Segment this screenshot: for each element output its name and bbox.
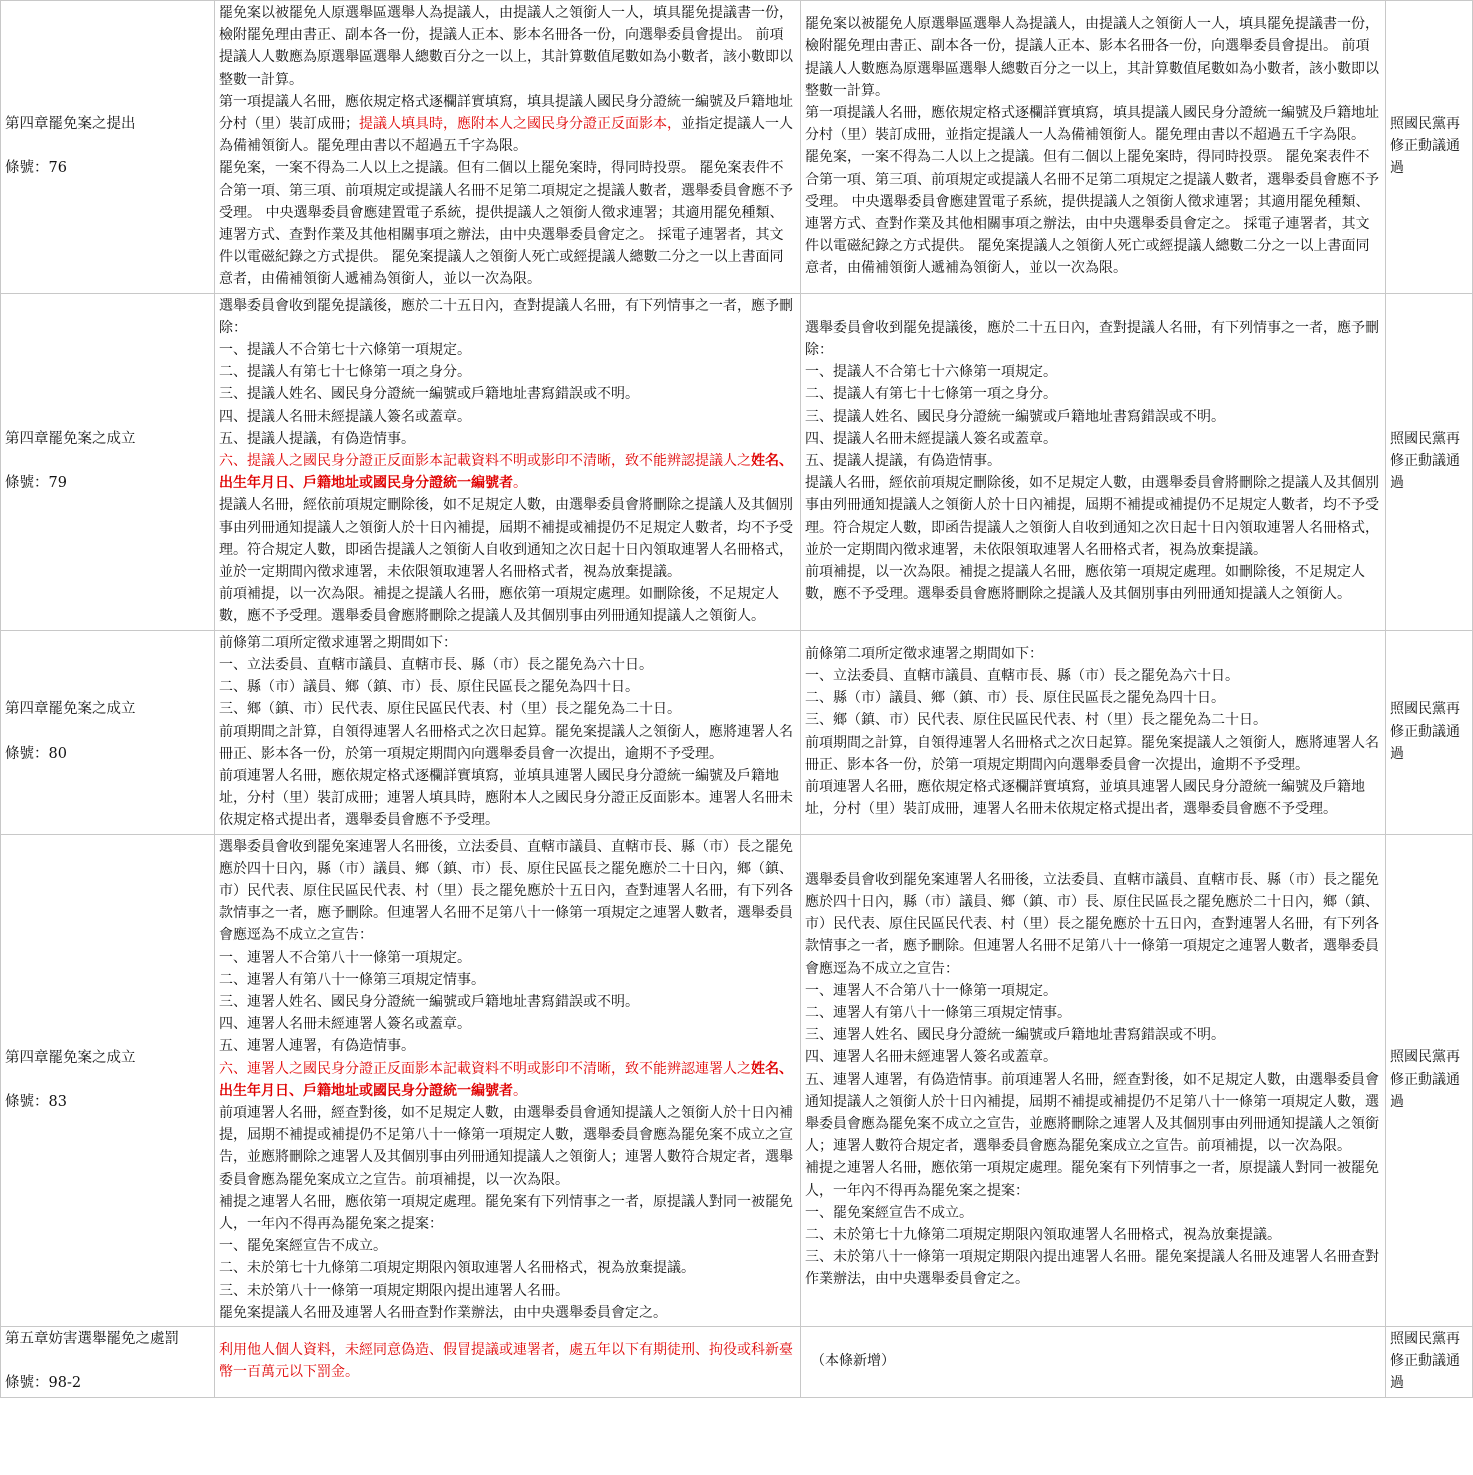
- amended-paragraph: [219, 361, 796, 383]
- current-text-cell: [801, 1326, 1386, 1397]
- amended-paragraph: [219, 157, 796, 290]
- article-row: [1, 834, 1473, 1326]
- article-cell: [1, 1, 215, 294]
- amended-paragraph: [219, 1102, 796, 1191]
- current-text-cell: [801, 1, 1386, 294]
- paragraph-text: 前項期間之計算，自領得連署人名冊格式之次日起算。罷免案提議人之領銜人，應將連署人名冊正、影本各一份，於第一項規定期間內向選舉委員會一次提出，逾期不予受理。: [219, 723, 793, 762]
- paragraph-text: 罷免案提議人名冊及連署人名冊查對作業辦法，由中央選舉委員會定之。: [219, 1304, 667, 1321]
- amended-paragraph: [219, 1302, 796, 1324]
- article-row: [1, 1326, 1473, 1397]
- paragraph-text: 選舉委員會收到罷免案連署人名冊後，立法委員、直轄市議員、直轄市長、縣（市）長之罷免應於四十日內，縣（市）議員、鄉（鎮、市）長、原住民區長之罷免應於二十日內，鄉（鎮、市）民代表、原住民區民代表、村（里）長之罷免應於十五日內，查對連署人名冊，有下列各款情事之一者，應予刪除。但連署人名冊不足第八十一條第一項規定之連署人數者，選舉委員會應逕為不成立之宣告：: [219, 838, 793, 944]
- current-paragraph: 二、連署人有第八十一條第三項規定情事。: [805, 1005, 1071, 1022]
- chapter-title: 第五章妨害選舉罷免之處罰: [5, 1331, 179, 1348]
- current-paragraph: 三、提議人姓名、國民身分證統一編號或戶籍地址書寫錯誤或不明。: [805, 408, 1225, 425]
- paragraph-text: 提議人名冊，經依前項規定刪除後，如不足規定人數，由選舉委員會將刪除之提議人及其個別事由列冊通知提議人之領銜人於十日內補提，屆期不補提或補提仍不足規定人數者，均不予受理。符合規定人數，即函告提議人之領銜人自收到通知之次日起十日內領取連署人名冊格式，並於一定期間內徵求連署，未依限領取連署人名冊格式者，視為放棄提議。: [219, 497, 793, 581]
- paragraph-text: 五、提議人提議，有偽造情事。: [219, 430, 415, 447]
- article-row: [1, 293, 1473, 630]
- amended-paragraph: [219, 383, 796, 405]
- paragraph-text: 四、提議人名冊未經提議人簽名或蓋章。: [219, 408, 471, 425]
- current-paragraph: 四、連署人名冊未經連署人簽名或蓋章。: [805, 1049, 1057, 1066]
- highlighted-text: 六、提議人之國民身分證正反面影本記載資料不明或影印不清晰，致不能辨認提議人之: [219, 453, 751, 470]
- current-paragraph: （本條新增）: [811, 1353, 895, 1370]
- amended-paragraph: [219, 406, 796, 428]
- amended-paragraph: [219, 1013, 796, 1035]
- paragraph-text: 一、提議人不合第七十六條第一項規定。: [219, 342, 471, 359]
- current-paragraph: 一、罷免案經宣告不成立。: [805, 1204, 973, 1221]
- current-paragraph: 前項期間之計算，自領得連署人名冊格式之次日起算。罷免案提議人之領銜人，應將連署人名冊正、影本各一份，於第一項規定期間內向選舉委員會一次提出，逾期不予受理。: [805, 734, 1379, 773]
- resolution-note: 照國民黨再修正動議通過: [1386, 834, 1473, 1326]
- paragraph-text: 前條第二項所定徵求連署之期間如下：: [219, 634, 457, 651]
- paragraph-text: 三、提議人姓名、國民身分證統一編號或戶籍地址書寫錯誤或不明。: [219, 386, 639, 403]
- paragraph-text: 前項連署人名冊，應依規定格式逐欄詳實填寫，並填具連署人國民身分證統一編號及戶籍地址，分村（里）裝訂成冊；連署人填具時，應附本人之國民身分證正反面影本。連署人名冊未依規定格式提出者，選舉委員會應不予受理。: [219, 767, 793, 829]
- current-paragraph: 五、連署人連署，有偽造情事。前項連署人名冊，經查對後，如不足規定人數，由選舉委員會通知提議人之領銜人於十日內補提，屆期不補提或補提仍不足第八十一條第一項規定人數，選舉委員會應為罷免案不成立之宣告，並應將刪除之連署人及其個別事由列冊通知提議人之領銜人；連署人數符合規定者，選舉委員會應為罷免案成立之宣告。前項補提，以一次為限。: [805, 1071, 1379, 1155]
- resolution-note: 照國民黨再修正動議通過: [1386, 630, 1473, 834]
- amended-text-cell: [215, 1, 801, 294]
- amended-paragraph: [219, 969, 796, 991]
- amended-paragraph: [219, 1191, 796, 1235]
- current-paragraph: 選舉委員會收到罷免提議後，應於二十五日內，查對提議人名冊，有下列情事之一者，應予刪除：: [805, 319, 1379, 359]
- current-paragraph: 提議人名冊，經依前項規定刪除後，如不足規定人數，由選舉委員會將刪除之提議人及其個別事由列冊通知提議人之領銜人於十日內補提，屆期不補提或補提仍不足規定人數者，均不予受理。符合規定人數，即函告提議人之領銜人自收到通知之次日起十日內領取連署人名冊格式，並於一定期間內徵求連署，未依限領取連署人名冊格式者，視為放棄提議。: [805, 475, 1379, 558]
- amended-paragraph: [219, 1257, 796, 1279]
- paragraph-text: 第一項提議人名冊，應依規定格式逐欄詳實填寫，填具提議人國民身分證統一編號及戶籍地址分村（里）裝訂成冊；: [219, 93, 793, 133]
- current-paragraph: 前條第二項所定徵求連署之期間如下：: [805, 645, 1043, 662]
- amended-paragraph: [219, 947, 796, 969]
- table-body: [1, 1, 1473, 1398]
- highlighted-text: 姓名、出生年月日、戶籍地址或國民身分證統一編號者: [219, 1060, 793, 1099]
- current-paragraph: 三、未於第八十一條第一項規定期限內提出連署人名冊。罷免案提議人名冊及連署人名冊查對作業辦法，由中央選舉委員會定之。: [805, 1249, 1379, 1288]
- amended-paragraph: [219, 654, 796, 676]
- current-paragraph: 前項連署人名冊，應依規定格式逐欄詳實填寫，並填具連署人國民身分證統一編號及戶籍地址，分村（里）裝訂成冊，連署人名冊未依規定格式提出者，選舉委員會應不予受理。: [805, 779, 1365, 818]
- amended-paragraph: [219, 1339, 796, 1383]
- current-paragraph: 罷免案，一案不得為二人以上之提議。但有二個以上罷免案時，得同時投票。 罷免案表件不合第一項、第三項、前項規定或提議人名冊不足第二項規定之提議人數者，選舉委員會應不予受理。 中央選舉委員會應建置電子系統，提供提議人之領銜人徵求連署；其適用罷免種類、連署方式、查對作業及其他相關事項之辦法，由中央選舉委員會定之。 採電子連署者，其文件以電磁紀錄之方式提供。 罷免案提議人之領銜人死亡或經提議人總數二分之一以上書面同意者，由備補領銜人遞補為領銜人，並以一次為限。: [805, 149, 1379, 277]
- amended-paragraph: [219, 991, 796, 1013]
- paragraph-text: 前項補提，以一次為限。補提之提議人名冊，應依第一項規定處理。如刪除後，不足規定人數，應不予受理。選舉委員會應將刪除之提議人及其個別事由列冊通知提議人之領銜人。: [219, 586, 779, 625]
- article-number: 條號：76: [5, 160, 67, 177]
- amended-paragraph: [219, 632, 796, 654]
- current-paragraph: 一、立法委員、直轄市議員、直轄市長、縣（市）長之罷免為六十日。: [805, 667, 1239, 684]
- amended-text-cell: [215, 293, 801, 630]
- amended-paragraph: [219, 2, 796, 91]
- paragraph-text: 選舉委員會收到罷免提議後，應於二十五日內，查對提議人名冊，有下列情事之一者，應予刪除：: [219, 297, 793, 336]
- article-cell: [1, 834, 215, 1326]
- current-paragraph: 前項補提，以一次為限。補提之提議人名冊，應依第一項規定處理。如刪除後，不足規定人數，應不予受理。選舉委員會應將刪除之提議人及其個別事由列冊通知提議人之領銜人。: [805, 564, 1365, 603]
- article-row: [1, 630, 1473, 834]
- current-paragraph: 四、提議人名冊未經提議人簽名或蓋章。: [805, 430, 1057, 447]
- paragraph-text: 罷免案，一案不得為二人以上之提議。但有二個以上罷免案時，得同時投票。 罷免案表件不合第一項、第三項、前項規定或提議人名冊不足第二項規定之提議人數者，選舉委員會應不予受理。 中央選舉委員會應建置電子系統，提供提議人之領銜人徵求連署；其適用罷免種類、連署方式、查對作業及其他相關事項之辦法，由中央選舉委員會定之。 採電子連署者，其文件以電磁紀錄之方式提供。 罷免案提議人之領銜人死亡或經提議人總數二分之一以上書面同意者，由備補領銜人遞補為領銜人，並以一次為限。: [219, 160, 793, 288]
- amended-paragraph: [219, 339, 796, 361]
- amended-paragraph: [219, 1035, 796, 1057]
- current-paragraph: 五、提議人提議，有偽造情事。: [805, 453, 1001, 470]
- paragraph-text: 一、立法委員、直轄市議員、直轄市長、縣（市）長之罷免為六十日。: [219, 656, 653, 673]
- paragraph-text: 罷免案以被罷免人原選舉區選舉人為提議人，由提議人之領銜人一人，填具罷免提議書一份，檢附罷免理由書正、副本各一份，提議人正本、影本名冊各一份，向選舉委員會提出。 前項提議人人數應為原選舉區選舉人總數百分之一以上，其計算數值尾數如為小數者，該小數即以整數一計算。: [219, 5, 793, 88]
- current-paragraph: 二、未於第七十九條第二項規定期限內領取連署人名冊格式，視為放棄提議。: [805, 1227, 1281, 1244]
- highlighted-text: 利用他人個人資料，未經同意偽造、假冒提議或連署者，處五年以下有期徒刑、拘役或科新臺幣一百萬元以下罰金。: [219, 1342, 793, 1381]
- amended-text-cell: [215, 834, 801, 1326]
- current-paragraph: 三、連署人姓名、國民身分證統一編號或戶籍地址書寫錯誤或不明。: [805, 1027, 1225, 1044]
- amended-paragraph: [219, 765, 796, 832]
- current-paragraph: 二、提議人有第七十七條第一項之身分。: [805, 386, 1057, 403]
- paragraph-text: 三、未於第八十一條第一項規定期限內提出連署人名冊。: [219, 1282, 569, 1299]
- highlighted-text: 提議人填具時，應附本人之國民身分證正反面影本，: [359, 116, 681, 133]
- current-text-cell: [801, 630, 1386, 834]
- amended-paragraph: [219, 450, 796, 494]
- paragraph-text: 一、罷免案經宣告不成立。: [219, 1238, 387, 1255]
- paragraph-text: 二、縣（市）議員、鄉（鎮、市）長、原住民區長之罷免為四十日。: [219, 679, 639, 696]
- amended-text-cell: [215, 1326, 801, 1397]
- resolution-note: 照國民黨再修正動議通過: [1386, 293, 1473, 630]
- article-number: 條號：98-2: [5, 1375, 82, 1392]
- current-paragraph: 一、提議人不合第七十六條第一項規定。: [805, 364, 1057, 381]
- current-paragraph: 三、鄉（鎮、市）民代表、原住民區民代表、村（里）長之罷免為二十日。: [805, 712, 1267, 729]
- paragraph-text: 二、提議人有第七十七條第一項之身分。: [219, 364, 471, 381]
- chapter-title: 第四章罷免案之成立: [5, 430, 136, 447]
- chapter-title: 第四章罷免案之提出: [5, 116, 136, 133]
- paragraph-text: 三、連署人姓名、國民身分證統一編號或戶籍地址書寫錯誤或不明。: [219, 993, 639, 1010]
- highlighted-text: 。: [513, 475, 527, 492]
- current-text-cell: [801, 834, 1386, 1326]
- amended-paragraph: [219, 91, 796, 158]
- paragraph-text: 二、連署人有第八十一條第三項規定情事。: [219, 971, 485, 988]
- amended-paragraph: [219, 836, 796, 947]
- amended-paragraph: [219, 676, 796, 698]
- amended-paragraph: [219, 1280, 796, 1302]
- resolution-note: 照國民黨再修正動議通過: [1386, 1326, 1473, 1397]
- amended-paragraph: [219, 721, 796, 765]
- article-cell: [1, 1326, 215, 1397]
- current-paragraph: 第一項提議人名冊，應依規定格式逐欄詳實填寫，填具提議人國民身分證統一編號及戶籍地址分村（里）裝訂成冊，並指定提議人一人為備補領銜人。罷免理由書以不超過五千字為限。: [805, 104, 1379, 144]
- current-text-cell: [801, 293, 1386, 630]
- paragraph-text: 前項連署人名冊，經查對後，如不足規定人數，由選舉委員會通知提議人之領銜人於十日內補提，屆期不補提或補提仍不足第八十一條第一項規定人數，選舉委員會應為罷免案不成立之宣告，並應將刪除之連署人及其個別事由列冊通知提議人之領銜人；連署人數符合規定者，選舉委員會應為罷免案成立之宣告。前項補提，以一次為限。: [219, 1104, 793, 1188]
- paragraph-text: 四、連署人名冊未經連署人簽名或蓋章。: [219, 1016, 471, 1033]
- paragraph-text: 並指定提議人一人為備補領銜人。罷免理由書以不超過五千字為限。: [219, 116, 793, 155]
- current-paragraph: 一、連署人不合第八十一條第一項規定。: [805, 982, 1057, 999]
- amended-paragraph: [219, 494, 796, 583]
- amended-paragraph: [219, 698, 796, 720]
- article-number: 條號：80: [5, 745, 67, 762]
- amended-paragraph: [219, 1058, 796, 1102]
- article-cell: [1, 293, 215, 630]
- article-number: 條號：83: [5, 1093, 67, 1110]
- highlighted-text: 姓名、出生年月日、戶籍地址或國民身分證統一編號者: [219, 453, 793, 492]
- paragraph-text: 補提之連署人名冊，應依第一項規定處理。罷免案有下列情事之一者，原提議人對同一被罷免人，一年內不得再為罷免案之提案：: [219, 1193, 793, 1232]
- highlighted-text: 六、連署人之國民身分證正反面影本記載資料不明或影印不清晰，致不能辨認連署人之: [219, 1060, 751, 1077]
- current-paragraph: 選舉委員會收到罷免案連署人名冊後，立法委員、直轄市議員、直轄市長、縣（市）長之罷免應於四十日內，縣（市）議員、鄉（鎮、市）長、原住民區長之罷免應於二十日內，鄉（鎮、市）民代表、原住民區民代表、村（里）長之罷免應於十五日內，查對連署人名冊，有下列各款情事之一者，應予刪除。但連署人名冊不足第八十一條第一項規定之連署人數者，選舉委員會應逕為不成立之宣告：: [805, 871, 1379, 977]
- article-cell: [1, 630, 215, 834]
- amended-paragraph: [219, 583, 796, 627]
- paragraph-text: 五、連署人連署，有偽造情事。: [219, 1038, 415, 1055]
- resolution-note: 照國民黨再修正動議通過: [1386, 1, 1473, 294]
- current-paragraph: 罷免案以被罷免人原選舉區選舉人為提議人，由提議人之領銜人一人，填具罷免提議書一份，檢附罷免理由書正、副本各一份，提議人正本、影本名冊各一份，向選舉委員會提出。 前項提議人人數應為原選舉區選舉人總數百分之一以上，其計算數值尾數如為小數者，該小數即以整數一計算。: [805, 16, 1379, 99]
- amended-text-cell: [215, 630, 801, 834]
- chapter-title: 第四章罷免案之成立: [5, 701, 136, 718]
- paragraph-text: 二、未於第七十九條第二項規定期限內領取連署人名冊格式，視為放棄提議。: [219, 1260, 695, 1277]
- amended-paragraph: [219, 428, 796, 450]
- article-row: [1, 1, 1473, 294]
- paragraph-text: 一、連署人不合第八十一條第一項規定。: [219, 949, 471, 966]
- article-number: 條號：79: [5, 475, 67, 492]
- amended-paragraph: [219, 1235, 796, 1257]
- current-paragraph: 補提之連署人名冊，應依第一項規定處理。罷免案有下列情事之一者，原提議人對同一被罷免人，一年內不得再為罷免案之提案：: [805, 1160, 1379, 1199]
- highlighted-text: 。: [513, 1082, 527, 1099]
- paragraph-text: 三、鄉（鎮、市）民代表、原住民區民代表、村（里）長之罷免為二十日。: [219, 701, 681, 718]
- amended-paragraph: [219, 295, 796, 339]
- chapter-title: 第四章罷免案之成立: [5, 1049, 136, 1066]
- current-paragraph: 二、縣（市）議員、鄉（鎮、市）長、原住民區長之罷免為四十日。: [805, 690, 1225, 707]
